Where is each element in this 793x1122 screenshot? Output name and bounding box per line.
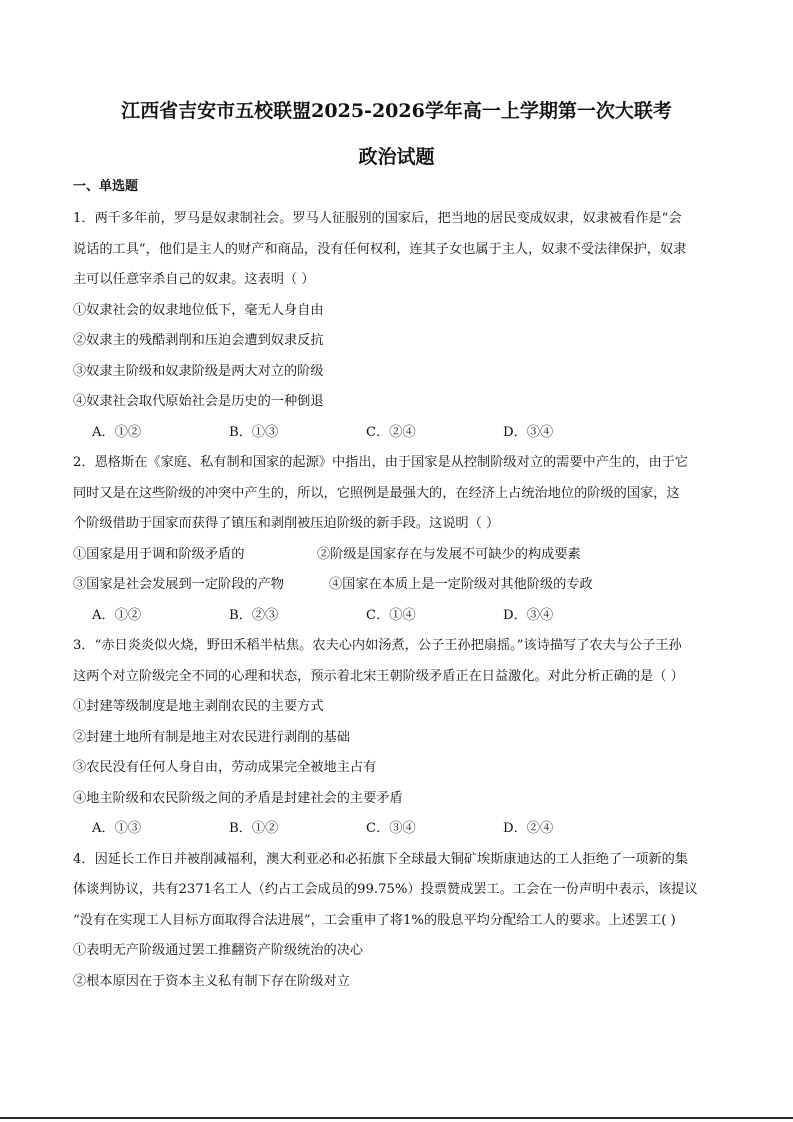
page-bottom-divider — [0, 1117, 793, 1119]
answer-options — [73, 418, 721, 449]
question-3 — [73, 631, 721, 845]
statement: ②阶级是国家存在与发展不可缺少的构成要素 — [317, 546, 581, 562]
statement: ①表明无产阶级通过罢工推翻资产阶级统治的决心 — [73, 943, 364, 958]
option-b[interactable]: B．①③ — [229, 424, 279, 440]
statement-pair — [73, 570, 721, 601]
question-stem-line: 说话的工具”，他们是主人的财产和商品，没有任何权利，连其子女也属于主人，奴隶不受法律保护，奴隶 — [73, 241, 687, 257]
answer-options — [73, 601, 721, 632]
statement-pair — [73, 540, 721, 571]
question-stem-line: 体谈判协议，共有2371名工人（约占工会成员的99.75%）投票赞成罢工。工会在一份声明中表示，该提议 — [73, 882, 698, 897]
option-c[interactable]: C．③④ — [366, 821, 416, 836]
statement: ①封建等级制度是地主剥削农民的主要方式 — [73, 699, 324, 714]
statement: ①奴隶社会的奴隶地位低下，毫无人身自由 — [73, 302, 324, 318]
question-content — [73, 178, 721, 997]
statement: ①国家是用于调和阶级矛盾的 — [73, 546, 245, 562]
question-4 — [73, 845, 721, 998]
statement: ②封建土地所有制是地主对农民进行剥削的基础 — [73, 729, 350, 745]
option-d[interactable]: D．②④ — [503, 821, 554, 836]
option-d[interactable]: D．③④ — [503, 607, 554, 623]
statement: ③农民没有任何人身自由，劳动成果完全被地主占有 — [73, 760, 377, 775]
answer-options — [73, 814, 721, 845]
question-2 — [73, 448, 721, 631]
question-stem-line: 4．因延长工作日并被削减福利，澳大利亚必和必拓旗下全球最大铜矿埃斯康迪达的工人拒绝了一项新的集 — [73, 851, 689, 867]
document-title: 江西省吉安市五校联盟2025-2026学年高一上学期第一次大联考 — [121, 100, 672, 122]
question-stem-line: 这两个对立阶级完全不同的心理和状态，预示着北宋王朝阶级矛盾正在日益激化。对此分析正确的是（ ） — [73, 668, 684, 684]
question-stem-line: 同时又是在这些阶级的冲突中产生的，所以，它照例是最强大的，在经济上占统治地位的阶级的国家，这 — [73, 485, 680, 501]
question-stem-line: 3．“赤日炎炎似火烧，野田禾稻半枯焦。农夫心内如汤煮，公子王孙把扇摇。”该诗描写了农夫与公子王孙 — [73, 638, 682, 653]
statement: ④国家在本质上是一定阶级对其他阶级的专政 — [329, 577, 593, 592]
statement: ④奴隶社会取代原始社会是历史的一种倒退 — [73, 394, 324, 409]
question-stem-line: 个阶级借助于国家而获得了镇压和剥削被压迫阶级的新手段。这说明（ ） — [73, 516, 500, 531]
question-stem-line: 主可以任意宰杀自己的奴隶。这表明（ ） — [73, 272, 315, 287]
option-c[interactable]: C．②④ — [366, 424, 416, 440]
statement: ③国家是社会发展到一定阶段的产物 — [73, 577, 284, 592]
statement: ②根本原因在于资本主义私有制下存在阶级对立 — [73, 973, 350, 989]
option-a[interactable]: A．①③ — [92, 821, 142, 836]
option-a[interactable]: A．①② — [92, 607, 142, 623]
option-b[interactable]: B．②③ — [229, 607, 279, 623]
option-d[interactable]: D．③④ — [503, 424, 554, 440]
option-a[interactable]: A．①② — [92, 424, 142, 440]
option-b[interactable]: B．①② — [229, 821, 279, 836]
option-c[interactable]: C．①④ — [366, 607, 416, 623]
question-stem-line: “没有在实现工人目标方面取得合法进展”，工会重申了将1%的股息平均分配给工人的要求。上述罢工( ) — [73, 912, 676, 928]
statement: ③奴隶主阶级和奴隶阶级是两大对立的阶级 — [73, 363, 324, 379]
statement: ④地主阶级和农民阶级之间的矛盾是封建社会的主要矛盾 — [73, 790, 403, 806]
question-stem-line: 1．两千多年前，罗马是奴隶制社会。罗马人征服别的国家后，把当地的居民变成奴隶，奴隶被看作是“会 — [73, 211, 682, 226]
document-subtitle: 政治试题 — [358, 146, 435, 168]
section-heading: 一、单选题 — [73, 179, 139, 194]
question-1 — [73, 204, 721, 448]
question-stem-line: 2．恩格斯在《家庭、私有制和国家的起源》中指出，由于国家是从控制阶级对立的需要中产生的，由于它 — [73, 455, 689, 470]
statement: ②奴隶主的残酷剥削和压迫会遭到奴隶反抗 — [73, 333, 324, 348]
